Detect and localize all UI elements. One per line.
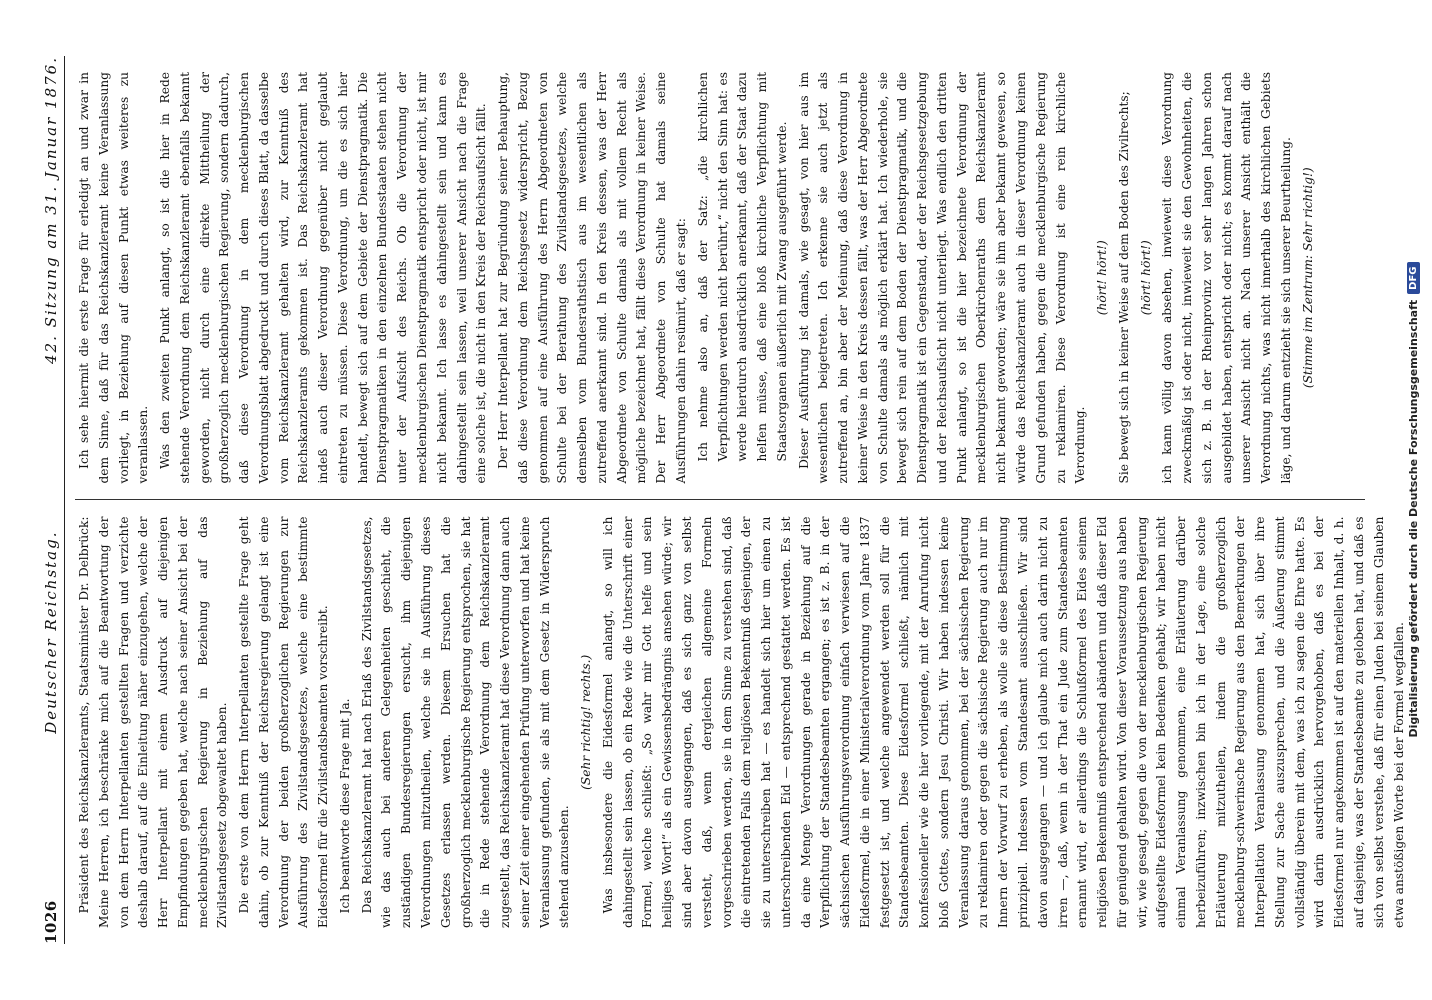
page-header <box>42 56 65 944</box>
dfg-attribution <box>1403 5 1423 995</box>
paragraph: Dieser Ausführung ist damals, wie gesagt, von hier aus im wesentlichen beigetreten. Ich erkenne sie auch jetzt als zutreffend an, bin aber der Meinung, daß diese Verordnung in keiner Weise in den Kreis dessen fällt, was der Herr Abgeordnete von Schulte damals als möglich erklärt hat. Ich wiederhole, sie bewegt sich rein auf dem Boden der Dienstpragmatik, und die Dienstpragmatik ist ein Gegenstand, der der Reichsgesetzgebung und der Reichsaufsicht nicht unterliegt. Was endlich den dritten Punkt anlangt, so ist die hier bezeichnete Verordnung der mecklenburgischen Oberkirchenraths dem Reichskanzleramt nicht bekannt geworden; wäre sie ihm aber bekannt gewesen, so würde das Reichskanzleramt auch in dieser Verordnung keinen Grund gefunden haben, gegen die mecklenburgische Regierung zu reklamiren. Diese Verordnung ist eine rein kirchliche Verordnung. <box>796 72 1088 484</box>
interjection: (hört! hört!) <box>1095 240 1110 316</box>
paragraph: Ich sehe hiermit die erste Frage für erledigt an und zwar in dem Sinne, daß für das Reichskanzleramt keine Veranlassung vorliegt, in Beziehung auf diesen Punkt etwas weiteres zu veranlassen. <box>77 72 151 484</box>
interjection: (hört! hört!) <box>1138 240 1153 316</box>
interjection: (Sehr richtig! rechts.) <box>579 654 594 790</box>
paragraph: ich kann völlig davon absehen, inwieweit diese Verordnung zweckmäßig ist oder nicht, inwieweit sie den Gewohnheiten, die sich z. B. in der Rheinprovinz vor sehr langen Jahren schon ausgebildet haben, entspricht oder nicht; es kommt darauf nach unserer Ansicht nicht an. Nach unserer Ansicht enthält die Verordnung nichts, was nicht innerhalb des kirchlichen Gebiets läge, und darum entzieht sie sich unserer Beurtheilung. <box>1160 72 1293 484</box>
publication-title: Deutscher Reichstag. <box>42 530 60 734</box>
paragraph: Was insbesondere die Eidesformel anlangt, so will ich dahingestellt sein lassen, ob ein Rede wie die Unterschrift einer Formel, welche schließt: „So wahr mir Gott helfe und sein heiliges Wort!“ als ein Gewissensbedrängnis ansehen würde; wir sind aber davon ausgegangen, daß es sich ganz von selbst versteht, daß, wenn dergleichen allgemeine Formeln vorgeschrieben werden, sie in dem Sinne zu verstehen sind, daß die eintretenden Falls dem religiösen Bekenntniß desjenigen, der sie zu unterschreiben hat — es handelt sich hier um einen zu unterschreibenden Eid — entsprechend gestattet werden. Es ist da eine Menge Verordnungen gerade in Beziehung auf die Verpflichtung der Standesbeamten ergangen; es ist z. B. in der sächsischen Ausführungsverordnung einfach verwiesen auf die Eidesformel, die in einer Ministerialverordnung vom Jahre 1837 festgesetzt ist, und welche angewendet werden soll für die Standesbeamten. Diese Eidesformel schließt, nämlich mit konfessioneller wie die hier vorliegende, mit der Anrufung nicht bloß Gottes, sondern Jesu Christi. Wir haben indessen keine Veranlassung daraus genommen, bei der sächsischen Regierung zu reklamiren oder gegen die sächsische Regierung auch nur im Innern der Vorwurf zu erheben, als wolle sie diese Bestimmung prinzipiell. Indessen vom Standesamt ausschließen. Wir sind davon ausgegangen — und ich glaube mich auch darin nicht zu irren —, daß, wenn in der That ein Jude zum Standesbeamten ernannt wird, er allerdings die Schlußformel des Eides seinem religiösen Bekenntniß entsprechend abändern und daß dieser Eid für genügend gehalten wird. Von dieser Voraussetzung aus haben wir, wie gesagt, gegen die von der mecklenburgischen Regierung aufgestellte Eidesformel kein Bedenken gehabt; wir haben nicht einmal Veranlassung genommen, eine Erläuterung darüber herbeizuführen; inzwischen bin ich in der Lage, eine solche Erläuterung mitzutheilen, indem die großherzoglich mecklenburg-schwerinsche Regierung aus den Bemerkungen der Interpellation Veranlassung genommen hat, sich über ihre Stellung zur Sache auszusprechen, und die Äußerung stimmt vollständig überein mit dem, was ich zu sagen die Ehre hatte. Es wird darin ausdrücklich hervorgehoben, daß es bei der Eidesformel nur angekommen ist auf den materiellen Inhalt, d. h. auf dasjenige, was der Standesbeamte zu geloben hat, und daß es sich von selbst verstehe, daß für einen Juden bei seinem Glauben etwa anstößigen Worte bei der Formel wegfallen. <box>600 516 1406 928</box>
attribution-text: Digitalisierung gefördert durch die Deutsche Forschungsgemeinschaft <box>1406 299 1420 738</box>
paragraph: Das Reichskanzleramt hat nach Erlaß des Zivilstandsgesetzes, wie das auch bei anderen Gelegenheiten geschieht, die zuständigen Bundesregierungen ersucht, ihm diejenigen Verordnungen mitzutheilen, welche sie in Ausführung dieses Gesetzes erlassen werden. Diesem Ersuchen hat die großherzoglich mecklenburgische Regierung entsprochen, sie hat die in Rede stehende Verordnung dem Reichskanzleramt zugestellt, das Reichskanzleramt hat diese Verordnung dann auch seiner Zeit einer eingehenden Prüfung unterworfen und hat keine Veranlassung gefunden, sie als mit dem Gesetz in Widerspruch stehend anzusehen. <box>359 516 572 928</box>
paragraph: Was den zweiten Punkt anlangt, so ist die hier in Rede stehende Verordnung dem Reichskanzleramt ebenfalls bekannt geworden, nicht durch eine direkte Mittheilung der großherzoglich mecklenburgischen Regierung, sondern dadurch, daß diese Verordnung in dem mecklenburgischen Verordnungsblatt abgedruckt und durch dieses Blatt, da dasselbe vom Reichskanzleramt gehalten wird, zur Kenntniß des Reichskanzleramts gekommen ist. Das Reichskanzleramt hat indeß auch dieser Verordnung gegenüber nicht geglaubt eintreten zu müssen. Diese Verordnung, um die es sich hier handelt, bewegt sich auf dem Gebiete der Dienstpragmatik. Die Dienstpragmatiken in den einzelnen Bundesstaaten stehen nicht unter der Aufsicht des Reichs. Ob die Verordnung der mecklenburgischen Dienstpragmatik entspricht oder nicht, ist mir nicht bekannt. Ich lasse es dahingestellt sein und kann es dahingestellt sein lassen, weil unserer Ansicht nach die Frage eine solche ist, die nicht in den Kreis der Reichsaufsicht fällt. <box>158 72 489 484</box>
paragraph: Sie bewegt sich in keiner Weise auf dem Boden des Zivilrechts; <box>1116 91 1131 484</box>
text-columns <box>75 56 1406 944</box>
session-title: 42. Sitzung am 31. Januar 1876. <box>42 56 60 364</box>
paragraph: Der Herr Interpellant hat zur Begründung seiner Behauptung, daß diese Verordnung dem Reichsgesetz widerspricht, Bezug genommen auf eine Ausführung des Herrn Abgeordneten von Schulte bei der Berathung des Zivilstandsgesetzes, welche demselben vom Bundesrathstisch aus im wesentlichen als zutreffend anerkannt sind. In den Kreis dessen, was der Herr Abgeordnete von Schulte damals als mit vollem Recht als mögliche bezeichnet hat, fällt diese Verordnung in keiner Weise. Der Herr Abgeordnete von Schulte hat damals seine Ausführungen dahin resümirt, daß er sagt: <box>496 72 688 484</box>
left-column <box>75 501 1406 945</box>
paragraph: Ich nehme also an, daß der Satz: „die kirchlichen Verpflichtungen werden nicht berührt,“ nicht den Sinn hat: es werde hierdurch ausdrücklich anerkannt, daß der Staat dazu helfen müsse, daß eine bloß kirchliche Verpflichtung mit Staatsorganen äußerlich mit Zwang ausgeführt werde. <box>695 72 789 462</box>
right-column <box>75 56 1365 501</box>
paragraph: Die erste von dem Herrn Interpellanten gestellte Frage geht dahin, ob zur Kenntniß der Reichsregierung gelangt ist eine Verordnung der beiden großherzoglichen Regierungen zur Ausführung des Zivilstandsgesetzes, welche eine bestimmte Eidesformel für die Zivilstandsbeamten vorschreibt. <box>237 516 331 928</box>
page-number: 1026 <box>42 900 60 944</box>
document-page <box>16 20 1416 980</box>
interjection: (Stimme im Zentrum: Sehr richtig!) <box>1300 167 1315 389</box>
dfg-logo: DFG <box>1407 263 1420 294</box>
paragraph: Präsident des Reichskanzleramts, Staatsminister Dr. Delbrück: Meine Herren, ich beschränke mich auf die Beantwortung der von dem Herrn Interpellanten gestellten Fragen und verzichte deshalb darauf, auf die Einleitung näher einzugehen, welche der Herr Interpellant mit einem Ausdruck auf diejenigen Empfindungen gegeben hat, welche nach seiner Ansicht bei der mecklenburgischen Regierung in Beziehung auf das Zivilstandsgesetz obgewaltet haben. <box>77 516 230 928</box>
paragraph: Ich beantworte diese Frage mit Ja. <box>337 698 352 914</box>
